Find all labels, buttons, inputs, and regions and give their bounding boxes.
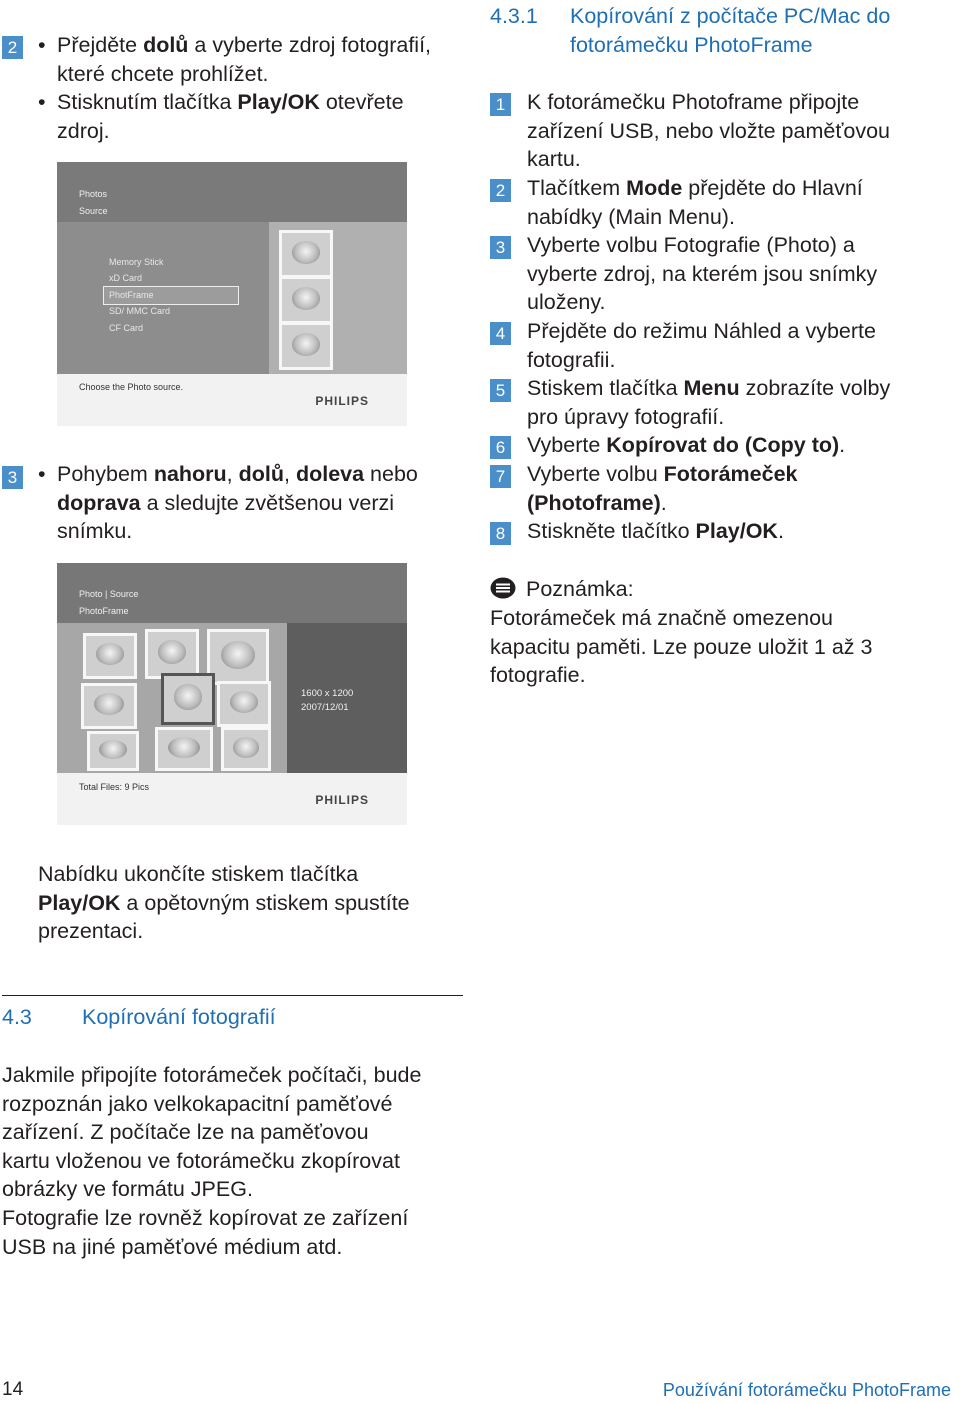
step-2-text: Tlačítkem Mode přejděte do Hlavní nabídky (Main Menu). bbox=[527, 176, 863, 229]
philips-logo: PHILIPS bbox=[315, 394, 369, 408]
photo-thumbnail bbox=[279, 230, 333, 278]
screen-footer-text: Choose the Photo source. bbox=[79, 382, 184, 392]
screen-subtitle: Source bbox=[79, 206, 108, 216]
bullet-dot: • bbox=[38, 33, 46, 57]
photo-thumbnail bbox=[207, 629, 269, 685]
photo-thumbnail bbox=[279, 322, 333, 370]
photo-thumbnail bbox=[221, 727, 271, 771]
section-number: 4.3 bbox=[2, 1005, 32, 1029]
photoframe-browse-screenshot bbox=[57, 563, 407, 825]
step-badge-3: 3 bbox=[2, 466, 23, 489]
photo-resolution: 1600 x 1200 bbox=[301, 688, 354, 699]
note-label: Poznámka: bbox=[526, 577, 634, 601]
photo-thumbnail bbox=[155, 727, 213, 771]
screen-title: Photos bbox=[79, 189, 108, 199]
page-number: 14 bbox=[2, 1379, 24, 1400]
step-badge-8: 8 bbox=[490, 522, 511, 545]
step-3-text: Vyberte volbu Fotografie (Photo) a vyberte zdroj, na kterém jsou snímky uloženy. bbox=[527, 233, 878, 315]
step-badge-6: 6 bbox=[490, 436, 511, 459]
step-7-text: Vyberte volbu Fotorámeček (Photoframe). bbox=[527, 462, 798, 515]
step-1-text: K fotorámečku Photoframe připojte zařízení USB, nebo vložte paměťovou kartu. bbox=[527, 90, 891, 172]
step3-text: Pohybem nahoru, dolů, doleva nebo doprava a sledujte zvětšenou verzi snímku. bbox=[57, 462, 418, 544]
note-text: Fotorámeček má značně omezenou kapacitu paměti. Lze pouze uložit 1 až 3 fotografie. bbox=[490, 606, 873, 688]
step-badge-2: 2 bbox=[2, 36, 23, 59]
step-badge-2: 2 bbox=[490, 179, 511, 202]
subsection-title: Kopírování z počítače PC/Mac do fotorámečku PhotoFrame bbox=[570, 4, 891, 57]
step2-bullet1: Přejděte dolů a vyberte zdroj fotografií, které chcete prohlížet. bbox=[57, 33, 432, 86]
step-8-text: Stiskněte tlačítko Play/OK. bbox=[527, 519, 784, 543]
step-badge-3: 3 bbox=[490, 236, 511, 259]
photo-thumbnail bbox=[83, 633, 137, 679]
note-icon bbox=[490, 577, 516, 599]
photo-thumbnail-selected bbox=[161, 673, 215, 725]
section-paragraph: Jakmile připojíte fotorámeček počítači, bude rozpoznán jako velkokapacitní paměťové zařízení. Z počítače lze na paměťovou kartu vloženou ve fotorámečku zkopírovat obrázky ve formátu JPEG. Fotografie lze rovněž kopírovat ze zařízení USB na jiné paměťové médium atd. bbox=[2, 1063, 422, 1259]
exit-note: Nabídku ukončíte stiskem tlačítka Play/OK a opětovným stiskem spustíte prezentaci. bbox=[38, 862, 410, 944]
screen-subtitle: PhotoFrame bbox=[79, 606, 129, 616]
photo-thumbnail bbox=[217, 681, 271, 727]
menu-item: Memory Stick bbox=[109, 257, 164, 267]
step-4-text: Přejděte do režimu Náhled a vyberte fotografii. bbox=[527, 319, 876, 372]
menu-item: SD/ MMC Card bbox=[109, 306, 171, 316]
screen-title: Photo | Source bbox=[79, 589, 139, 599]
section-divider bbox=[2, 995, 463, 996]
menu-item: xD Card bbox=[109, 273, 143, 283]
step-badge-1: 1 bbox=[490, 93, 511, 116]
photo-thumbnail bbox=[145, 629, 199, 679]
photo-thumbnail bbox=[279, 276, 333, 324]
step-5-text: Stiskem tlačítka Menu zobrazíte volby pro úpravy fotografií. bbox=[527, 376, 891, 429]
photoframe-source-screenshot bbox=[57, 162, 407, 426]
photo-thumbnail bbox=[87, 731, 139, 771]
screen-header bbox=[57, 162, 407, 222]
photo-date: 2007/12/01 bbox=[301, 702, 349, 713]
section-title: Kopírování fotografií bbox=[82, 1005, 276, 1029]
step-6-text: Vyberte Kopírovat do (Copy to). bbox=[527, 433, 846, 457]
screen-footer-text: Total Files: 9 Pics bbox=[79, 782, 150, 792]
photo-thumbnail bbox=[81, 683, 137, 729]
subsection-number: 4.3.1 bbox=[490, 4, 538, 28]
bullet-dot: • bbox=[38, 462, 46, 486]
step2-bullet2: Stisknutím tlačítka Play/OK otevřete zdroj. bbox=[57, 90, 404, 143]
philips-logo: PHILIPS bbox=[315, 793, 369, 807]
step-badge-4: 4 bbox=[490, 322, 511, 345]
menu-item-selected: PhotFrame bbox=[109, 290, 154, 300]
menu-item: CF Card bbox=[109, 323, 144, 333]
step-badge-5: 5 bbox=[490, 379, 511, 402]
step-badge-7: 7 bbox=[490, 465, 511, 488]
chapter-title: Používání fotorámečku PhotoFrame bbox=[662, 1380, 951, 1400]
bullet-dot: • bbox=[38, 90, 46, 114]
